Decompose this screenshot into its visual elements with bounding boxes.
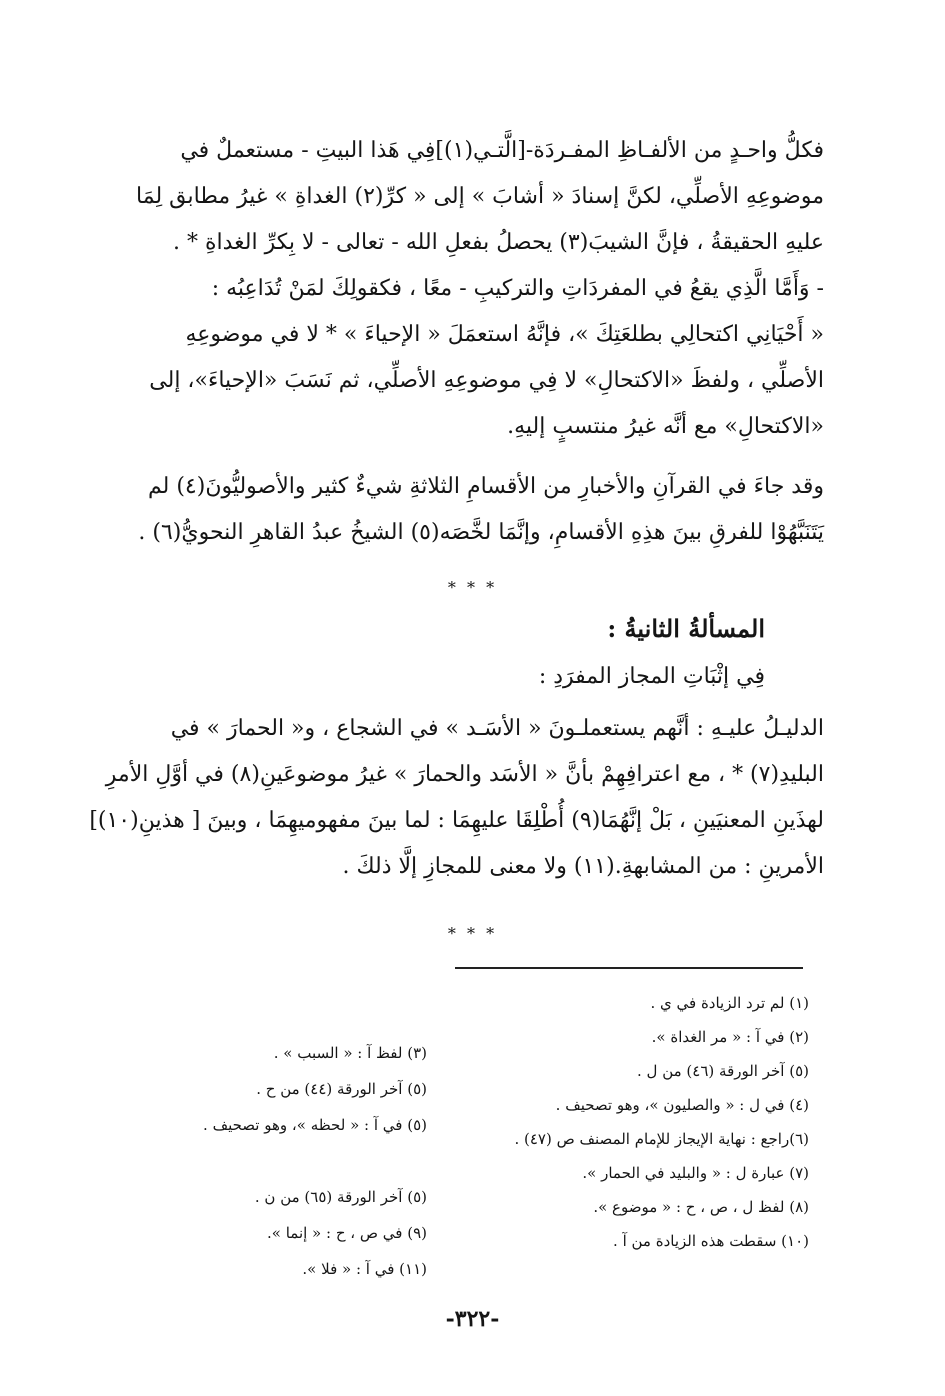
- paragraph-2: [118, 266, 824, 450]
- section-heading: المسألةُ الثانيةُ :: [607, 614, 765, 643]
- footnotes-left-column: [157, 1040, 427, 1292]
- text-line: الأصلِّي ، ولفظَ «الاكتحالِ» لا فِي موضوعِهِ الأصلِّي، ثم نَسَبَ «الإحياءَ»، إلى: [149, 368, 824, 393]
- section-subheading: فِي إثْبَاتِ المجاز المفرَدِ :: [538, 664, 765, 689]
- footnote: (٦)راجع : نهاية الإيجاز للإمام المصنف ص (٤٧) .: [514, 1130, 809, 1148]
- footnote-divider: [455, 967, 803, 969]
- text-line: لهذَينِ المعنيَينِ ، بَلْ إنَّهُمَا(٩) أُطْلِقَا عليهِمَا : لما بينَ مفهوميهِمَا ، وبينَ [ هذينِ(١٠)]: [89, 808, 824, 833]
- footnote: (١١) في آ : « فلا ».: [302, 1260, 427, 1278]
- text-line: - وَأَمَّا الَّذِي يقعُ في المفردَاتِ والتركيبِ - معًا ، فكقولِكَ لمَنْ تُدَاعِبُه :: [211, 276, 824, 301]
- text-line: موضوعِهِ الأصلِّي، لكنَّ إسنادَ « أشابَ » إلى « كرِّ(٢) الغداةِ » غيرُ مطابق لِمَا: [136, 184, 824, 209]
- section-separator: * * *: [447, 924, 498, 943]
- page-number: -٣٢٢-: [445, 1306, 500, 1332]
- footnote: (١٠) سقطت هذه الزيادة من آ .: [613, 1232, 809, 1250]
- text-line: وقد جاءَ في القرآنِ والأخبارِ من الأقسامِ الثلاثةِ شيءٌ كثير والأصوليُّونَ(٤) لم: [147, 474, 824, 499]
- text-line: عليهِ الحقيقةُ ، فإنَّ الشيبَ(٣) يحصلُ بفعلِ الله - تعالى - لا بِكرِّ الغداةِ * .: [172, 230, 824, 255]
- text-line: فكلُّ واحـدٍ من الألفـاظِ المفـردَة-[الَّتـي(١)]فِي هَذا البيتِ - مستعملٌ في: [180, 138, 824, 163]
- text-line: البليدِ(٧) * ، مع اعترافِهِمْ بأنَّ « الأسَد والحمارَ » غيرُ موضوعَينِ(٨) في أوَّلِ الأمرِ: [105, 762, 824, 787]
- footnote: (٤) في ل : « والصليون »، وهو تصحيف .: [555, 1096, 809, 1114]
- paragraph-3: [118, 464, 824, 556]
- footnote: (٥) آخر الورقة (٤٤) من ح .: [256, 1080, 427, 1098]
- text-line: «الاكتحالِ» مع أنَّه غيرُ منتسبٍ إليهِ.: [507, 414, 824, 439]
- paragraph-4: [89, 706, 824, 890]
- footnote: (٧) عبارة ل : « والبليد في الحمار ».: [582, 1164, 809, 1182]
- footnote: (٩) في ص ، ح : « إنما ».: [266, 1224, 427, 1242]
- footnote: (٣) لفظ آ : « السبب » .: [273, 1044, 427, 1062]
- footnote: (٥) في آ : « لحظه »، وهو تصحيف .: [203, 1116, 427, 1134]
- footnote: (٥) آخر الورقة (٤٦) من ل .: [637, 1062, 809, 1080]
- footnote-spacer: [157, 1148, 427, 1184]
- footnote: (٥) آخر الورقة (٦٥) من ن .: [254, 1188, 427, 1206]
- footnotes-right-column: [449, 990, 809, 1262]
- footnote: (١) لم ترد الزيادة في ي .: [650, 994, 809, 1012]
- text-line: « أَحْيَانِي اكتحالِي بطلعَتِكَ »، فإنَّهُ استعمَلَ « الإحياءَ » * لا في موضوعِهِ: [185, 322, 824, 347]
- footnote: (٢) في آ : « مر الغداة ».: [651, 1028, 809, 1046]
- text-line: الأمرينِ : من المشابهةِ.(١١) ولا معنى للمجازِ إلَّا ذلكَ .: [342, 854, 824, 879]
- footnote: (٨) لفظ ل ، ص ، ح : « موضوع ».: [593, 1198, 809, 1216]
- section-separator: * * *: [447, 578, 498, 597]
- paragraph-1: [118, 128, 824, 266]
- text-line: الدليـلُ عليـهِ : أنَّهم يستعملـونَ « الأسَـد » في الشجاع ، و« الحمارَ » في: [170, 716, 824, 741]
- text-line: يَتَنَبَّهُوْا للفرقِ بينَ هذِهِ الأقسامِ، وإنَّمَا لخَّصَه(٥) الشيخُ عبدُ القاهرِ النحويُّ(٦) .: [138, 520, 824, 545]
